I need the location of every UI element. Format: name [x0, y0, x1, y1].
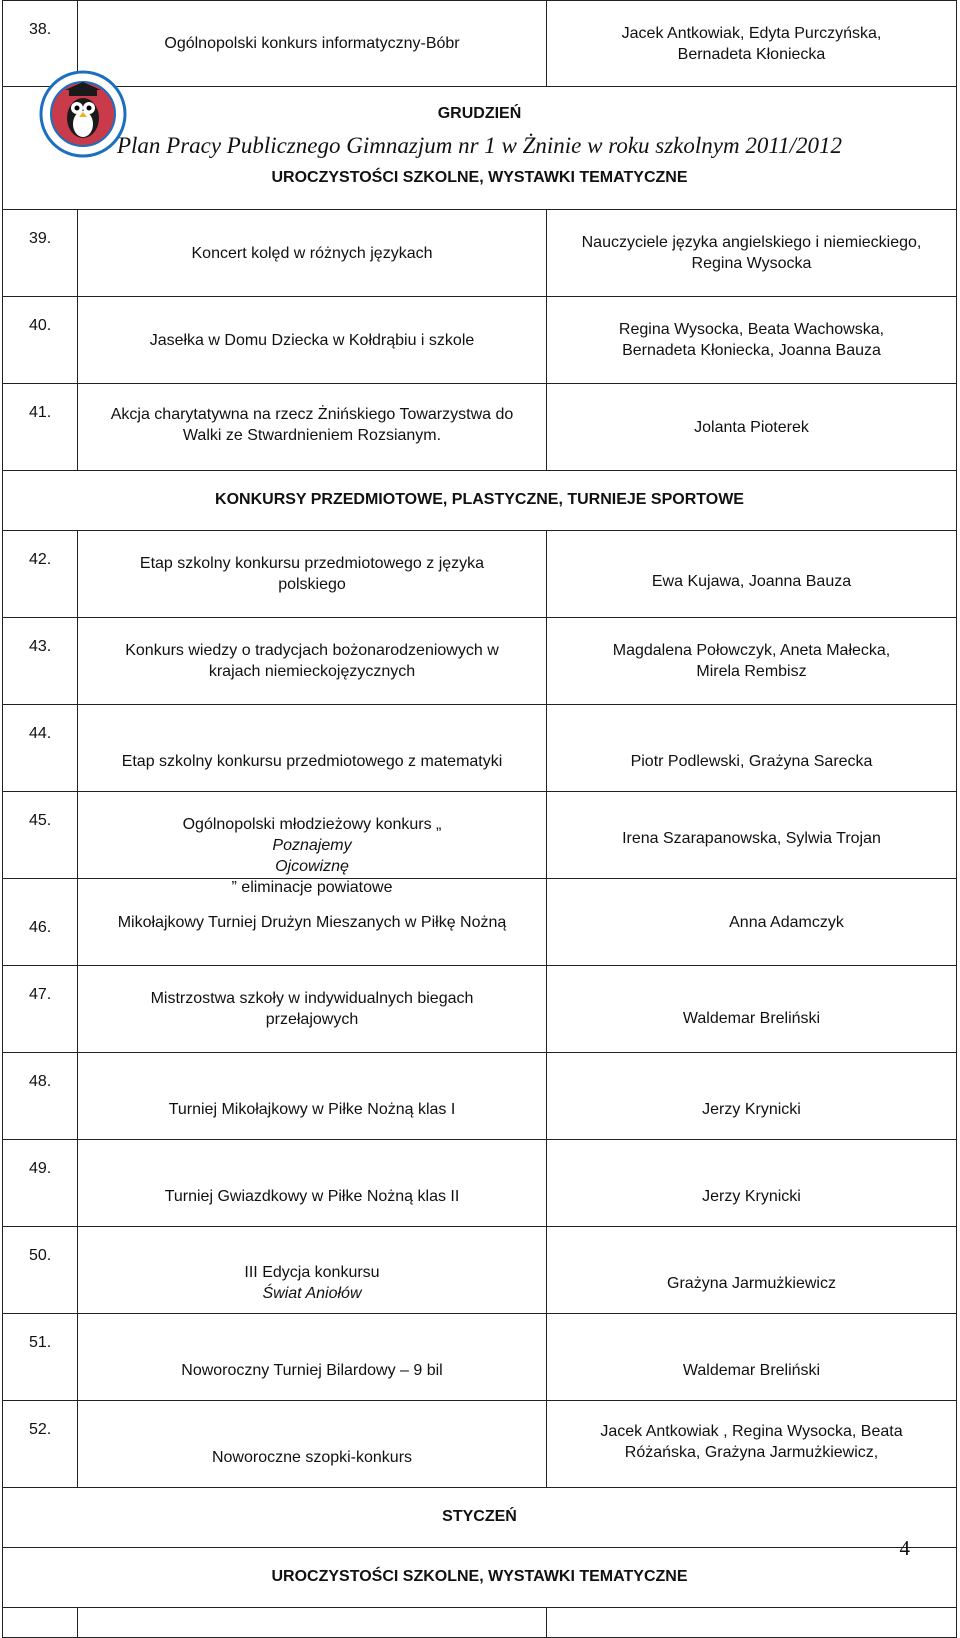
table-row [2, 792, 957, 896]
event-text: Koncert kolęd w różnych językach [191, 244, 433, 262]
event-text: Walki ze Stwardnieniem Rozsianym. [182, 427, 442, 444]
responsible-cell [547, 792, 956, 878]
responsible-line: Jacek Antkowiak , Regina Wysocka, Beata [600, 1423, 903, 1440]
table-row [2, 531, 957, 618]
responsible-cell [547, 384, 956, 470]
event-text: Turniej Gwiazdkowy w Piłke Nożną klas II [164, 1187, 460, 1205]
row-number: 50. [29, 1247, 52, 1264]
row-number: 46. [29, 919, 52, 936]
responsible-line: Regina Wysocka [691, 255, 812, 272]
event-text: Noworoczne szopki-konkurs [211, 1448, 413, 1466]
event-text: Akcja charytatywna na rzecz Żnińskiego Towarzystwa do [110, 406, 514, 423]
event-text: Mikołajkowy Turniej Drużyn Mieszanych w Piłkę Nożną [117, 913, 507, 931]
event-text: Turniej Mikołajkowy w Piłke Nożną klas I [168, 1100, 456, 1118]
event-cell [78, 1053, 547, 1139]
row-number: 52. [29, 1421, 52, 1438]
event-text: krajach niemieckojęzycznych [208, 663, 416, 680]
event-cell [78, 879, 547, 965]
event-text: Noworoczny Turniej Bilardowy – 9 bil [181, 1361, 443, 1379]
table-row [2, 384, 957, 471]
month-header-row [2, 1488, 957, 1548]
responsible-line: Regina Wysocka, Beata Wachowska, [618, 321, 885, 338]
responsible-cell [547, 1314, 956, 1400]
table-row [2, 1227, 957, 1314]
row-number-cell [3, 705, 78, 791]
row-number: 43. [29, 638, 52, 655]
row-number: 48. [29, 1073, 52, 1090]
event-cell [78, 966, 547, 1052]
responsible-cell [547, 1227, 956, 1313]
row-number: 47. [29, 986, 52, 1003]
event-cell [78, 705, 547, 791]
responsible-line: Nauczyciele języka angielskiego i niemieckiego, [581, 234, 922, 251]
row-number-cell [3, 1140, 78, 1226]
page-number: 4 [899, 1536, 910, 1560]
table-row [2, 879, 957, 966]
row-number: 49. [29, 1160, 52, 1177]
event-text: Konkurs wiedzy o tradycjach bożonarodzeniowych w [125, 642, 499, 659]
event-cell [78, 1608, 547, 1637]
responsible-cell [547, 1, 956, 86]
table-row [2, 1053, 957, 1140]
table-row [2, 210, 957, 297]
event-text: przełajowych [265, 1011, 359, 1028]
section-header-row [2, 471, 957, 531]
row-number: 38. [29, 21, 52, 38]
responsible-cell [547, 297, 956, 383]
row-number: 44. [29, 725, 52, 742]
event-text: Ogólnopolski konkurs informatyczny-Bóbr [164, 35, 460, 52]
month-title: GRUDZIEŃ [437, 105, 522, 122]
row-number: 39. [29, 230, 52, 247]
responsible-line: Mirela Rembisz [696, 663, 807, 680]
table-row [2, 297, 957, 384]
row-number: 51. [29, 1334, 52, 1351]
responsible-line: Jacek Antkowiak, Edyta Purczyńska, [621, 24, 882, 42]
event-text: polskiego [278, 576, 346, 593]
section-title: UROCZYSTOŚCI SZKOLNE, WYSTAWKI TEMATYCZNE [271, 169, 688, 186]
plan-title: Plan Pracy Publicznego Gimnazjum nr 1 w Żninie w roku szkolnym 2011/2012 [116, 133, 843, 158]
section-header-row [2, 1548, 957, 1608]
row-number: 41. [29, 404, 52, 421]
responsible-cell [547, 618, 956, 704]
event-text: Jasełka w Domu Dziecka w Kołdrąbiu i szkole [149, 331, 475, 349]
table-row [2, 966, 957, 1053]
event-cell [78, 1401, 547, 1487]
event-cell [78, 210, 547, 296]
responsible-cell [547, 1401, 956, 1487]
responsible-line: Irena Szarapanowska, Sylwia Trojan [622, 829, 881, 847]
event-cell [78, 618, 547, 704]
responsible-line: Anna Adamczyk [729, 913, 844, 931]
event-text: Etap szkolny konkursu przedmiotowego z języka [139, 555, 485, 572]
responsible-line: Magdalena Połowczyk, Aneta Małecka, [612, 642, 891, 659]
event-cell [78, 1227, 547, 1313]
event-text: Mistrzostwa szkoły w indywidualnych biegach [150, 990, 474, 1007]
row-number-cell [3, 384, 78, 470]
table-row [2, 0, 957, 87]
month-title: STYCZEŃ [442, 1508, 517, 1525]
table-row [2, 705, 957, 792]
row-number-cell [3, 297, 78, 383]
row-number-cell [3, 1314, 78, 1400]
responsible-line: Różańska, Grażyna Jarmużkiewicz, [624, 1444, 879, 1461]
responsible-line: Jerzy Krynicki [702, 1100, 801, 1118]
table-row [2, 1314, 957, 1401]
responsible-cell [547, 1608, 956, 1637]
row-number: 45. [29, 812, 52, 829]
responsible-cell [547, 531, 956, 617]
responsible-line: Waldemar Breliński [682, 1361, 821, 1379]
responsible-cell [547, 879, 956, 965]
row-number-cell [3, 966, 78, 1052]
event-cell [78, 1140, 547, 1226]
responsible-cell [547, 705, 956, 791]
row-number-cell [3, 1401, 78, 1487]
event-cell [78, 1, 547, 86]
table-row [2, 618, 957, 705]
row-number-cell [3, 531, 78, 617]
event-cell [78, 297, 547, 383]
row-number-cell [3, 792, 78, 878]
row-number-cell [3, 210, 78, 296]
event-text: III Edycja konkursu Świat Aniołów [244, 1264, 380, 1302]
row-number-cell [3, 879, 78, 965]
table-row [2, 1140, 957, 1227]
responsible-line: Ewa Kujawa, Joanna Bauza [651, 572, 852, 590]
event-text: Etap szkolny konkursu przedmiotowego z matematyki [121, 752, 503, 770]
responsible-cell [547, 1140, 956, 1226]
row-number-cell [3, 618, 78, 704]
responsible-cell [547, 210, 956, 296]
responsible-line: Bernadeta Kłoniecka [677, 45, 826, 63]
responsible-line: Waldemar Breliński [682, 1009, 821, 1027]
section-title: KONKURSY PRZEDMIOTOWE, PLASTYCZNE, TURNIEJE SPORTOWE [215, 491, 744, 508]
event-text: Ojcowiznę ” eliminacje powiatowe [231, 858, 393, 896]
row-number: 42. [29, 551, 52, 568]
event-text: Ogólnopolski młodzieżowy konkurs „ Poznajemy [182, 816, 442, 854]
month-header-row [2, 87, 957, 210]
responsible-line: Grażyna Jarmużkiewicz [667, 1274, 836, 1292]
table-row [2, 1401, 957, 1488]
section-title: UROCZYSTOŚCI SZKOLNE, WYSTAWKI TEMATYCZNE [271, 1568, 688, 1585]
event-cell [78, 384, 547, 470]
event-cell [78, 1314, 547, 1400]
responsible-cell [547, 966, 956, 1052]
event-cell [78, 792, 547, 896]
row-number: 40. [29, 317, 52, 334]
row-number-cell [3, 1608, 78, 1637]
responsible-line: Jerzy Krynicki [702, 1187, 801, 1205]
responsible-line: Jolanta Pioterek [694, 418, 809, 436]
responsible-line: Piotr Podlewski, Grażyna Sarecka [630, 752, 873, 770]
responsible-cell [547, 1053, 956, 1139]
row-number-cell [3, 1053, 78, 1139]
table-row [2, 1608, 957, 1638]
event-cell [78, 531, 547, 617]
responsible-line: Bernadeta Kłoniecka, Joanna Bauza [622, 342, 881, 359]
row-number-cell [3, 1227, 78, 1313]
